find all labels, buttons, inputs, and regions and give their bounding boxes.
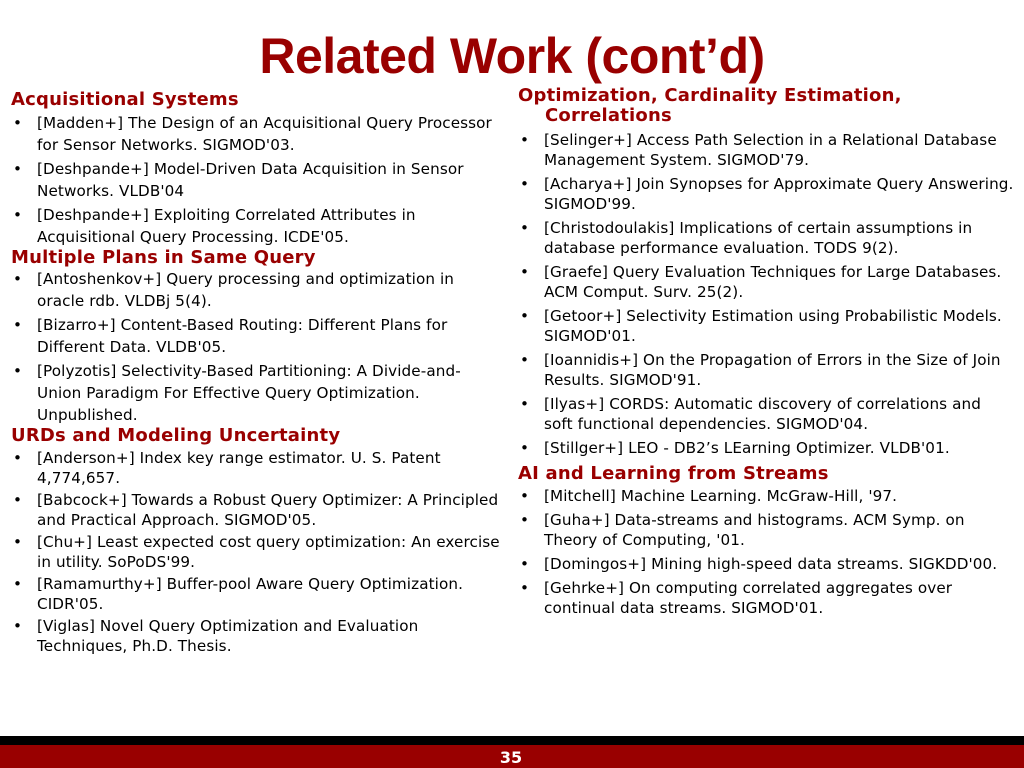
slide-title: Related Work (cont’d) (259, 28, 765, 84)
bullet-icon: • (520, 307, 530, 325)
reference-item (11, 314, 503, 358)
bullet-icon: • (520, 511, 530, 529)
reference-text: [Christodoulakis] Implications of certain assumptions in database performance evaluation. TODS 9(2). (544, 219, 973, 257)
reference-item (518, 130, 1014, 170)
bullet-icon: • (520, 175, 530, 193)
bullet-icon: • (520, 439, 530, 457)
reference-list (11, 268, 503, 426)
footer-divider (0, 736, 1024, 745)
bullet-icon: • (13, 316, 23, 334)
reference-text: [Chu+] Least expected cost query optimization: An exercise in utility. SoPoDS'99. (37, 533, 500, 571)
bullet-icon: • (13, 575, 23, 593)
reference-list (518, 486, 1014, 618)
reference-text: [Acharya+] Join Synopses for Approximate Query Answering. SIGMOD'99. (544, 175, 1014, 213)
reference-item (518, 510, 1014, 550)
bullet-icon: • (520, 351, 530, 369)
reference-text: [Ilyas+] CORDS: Automatic discovery of correlations and soft functional dependencies. SIGMOD'04. (544, 395, 981, 433)
reference-list (11, 448, 503, 656)
bullet-icon: • (520, 219, 530, 237)
reference-text: [Graefe] Query Evaluation Techniques for Large Databases. ACM Comput. Surv. 25(2). (544, 263, 1002, 301)
reference-item (518, 350, 1014, 390)
section-heading: AI and Learning from Streams (518, 463, 829, 484)
bullet-icon: • (520, 555, 530, 573)
bullet-icon: • (13, 617, 23, 635)
reference-item (11, 112, 503, 156)
section-heading: Multiple Plans in Same Query (11, 247, 316, 268)
reference-text: [Babcock+] Towards a Robust Query Optimizer: A Principled and Practical Approach. SIGMOD'05. (37, 491, 499, 529)
bullet-icon: • (520, 131, 530, 149)
bullet-icon: • (13, 491, 23, 509)
bullet-icon: • (520, 487, 530, 505)
bullet-icon: • (520, 579, 530, 597)
bullet-icon: • (13, 449, 23, 467)
left-column (11, 90, 503, 658)
reference-item (11, 616, 503, 656)
page-number: 35 (499, 748, 523, 767)
section-multiple-plans (11, 248, 503, 426)
reference-list (518, 130, 1014, 458)
reference-list (11, 112, 503, 248)
bullet-icon: • (520, 395, 530, 413)
reference-text: [Deshpande+] Exploiting Correlated Attributes in Acquisitional Query Processing. ICDE'05. (37, 206, 416, 246)
reference-item (11, 268, 503, 312)
reference-text: [Deshpande+] Model-Driven Data Acquisition in Sensor Networks. VLDB'04 (37, 160, 464, 200)
reference-text: [Stillger+] LEO - DB2’s LEarning Optimizer. VLDB'01. (544, 439, 950, 457)
reference-text: [Madden+] The Design of an Acquisitional Query Processor for Sensor Networks. SIGMOD'03. (37, 114, 492, 154)
reference-item (11, 574, 503, 614)
bullet-icon: • (13, 114, 23, 132)
reference-item (11, 360, 503, 426)
reference-text: [Guha+] Data-streams and histograms. ACM Symp. on Theory of Computing, '01. (544, 511, 965, 549)
reference-item (518, 218, 1014, 258)
bullet-icon: • (13, 270, 23, 288)
bullet-icon: • (13, 362, 23, 380)
section-optimization-cardinality (518, 86, 1014, 458)
reference-text: [Getoor+] Selectivity Estimation using Probabilistic Models. SIGMOD'01. (544, 307, 1002, 345)
reference-text: [Selinger+] Access Path Selection in a Relational Database Management System. SIGMOD'79. (544, 131, 997, 169)
reference-text: [Mitchell] Machine Learning. McGraw-Hill, '97. (544, 487, 898, 505)
bullet-icon: • (13, 206, 23, 224)
reference-item (11, 490, 503, 530)
reference-item (11, 448, 503, 488)
reference-text: [Bizarro+] Content-Based Routing: Different Plans for Different Data. VLDB'05. (37, 316, 448, 356)
reference-text: [Ioannidis+] On the Propagation of Errors in the Size of Join Results. SIGMOD'91. (544, 351, 1001, 389)
section-heading: Acquisitional Systems (11, 89, 239, 110)
section-heading: Optimization, Cardinality Estimation, Correlations (518, 85, 902, 126)
reference-text: [Antoshenkov+] Query processing and optimization in oracle rdb. VLDBj 5(4). (37, 270, 455, 310)
reference-item (518, 438, 1014, 458)
reference-item (518, 486, 1014, 506)
bullet-icon: • (13, 533, 23, 551)
right-column (518, 86, 1014, 622)
bullet-icon: • (13, 160, 23, 178)
section-ai-learning-streams (518, 464, 1014, 618)
reference-item (11, 204, 503, 248)
reference-item (11, 158, 503, 202)
reference-item (518, 578, 1014, 618)
reference-item (11, 532, 503, 572)
section-acquisitional-systems (11, 90, 503, 248)
reference-item (518, 262, 1014, 302)
reference-item (518, 554, 1014, 574)
section-heading: URDs and Modeling Uncertainty (11, 425, 341, 446)
reference-item (518, 174, 1014, 214)
reference-item (518, 394, 1014, 434)
reference-text: [Domingos+] Mining high-speed data streams. SIGKDD'00. (544, 555, 998, 573)
bullet-icon: • (520, 263, 530, 281)
reference-text: [Ramamurthy+] Buffer-pool Aware Query Optimization. CIDR'05. (37, 575, 464, 613)
reference-text: [Gehrke+] On computing correlated aggregates over continual data streams. SIGMOD'01. (544, 579, 953, 617)
reference-text: [Polyzotis] Selectivity-Based Partitioning: A Divide-and-Union Paradigm For Effective Query Optimization. Unpublished. (37, 362, 461, 424)
reference-item (518, 306, 1014, 346)
reference-text: [Viglas] Novel Query Optimization and Evaluation Techniques, Ph.D. Thesis. (37, 617, 419, 655)
reference-text: [Anderson+] Index key range estimator. U. S. Patent 4,774,657. (37, 449, 441, 487)
section-urds-modeling-uncertainty (11, 426, 503, 656)
